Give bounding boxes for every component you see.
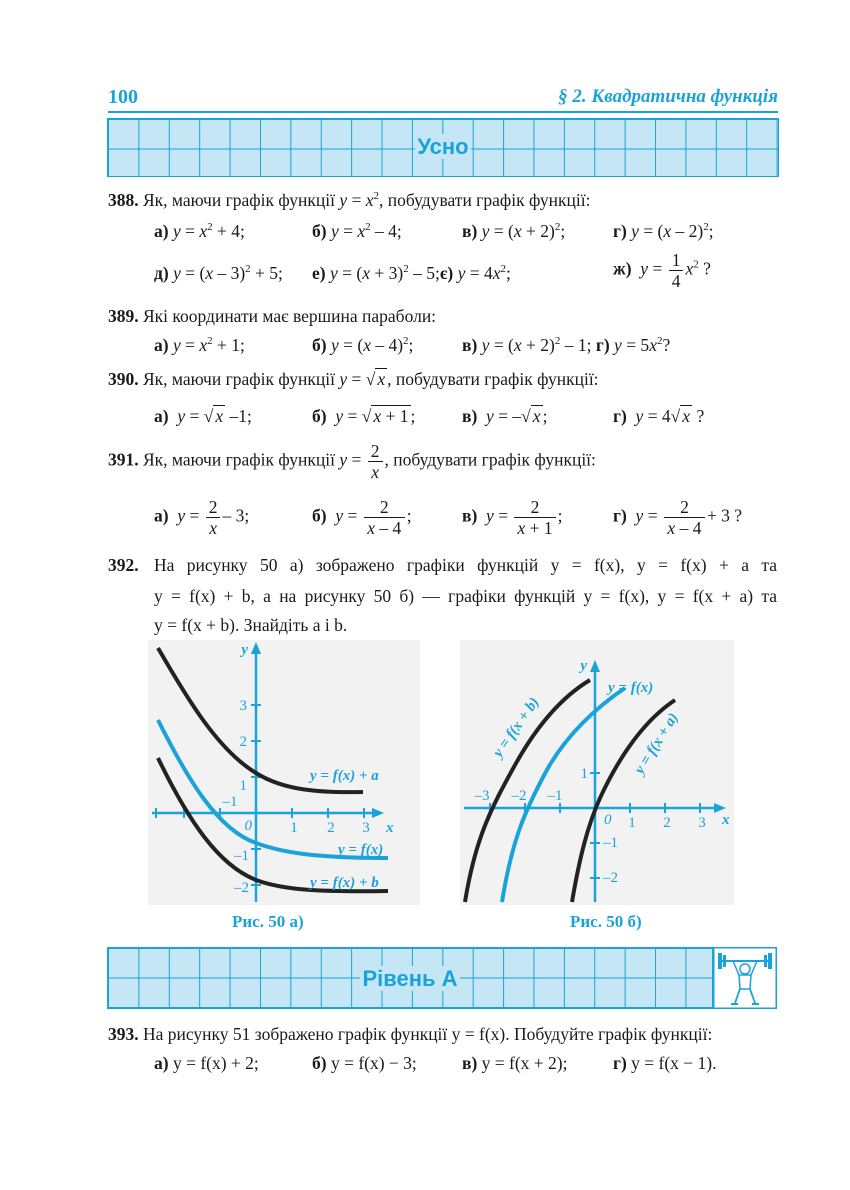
problem-390: 390. Як, маючи графік функції y = √ x , побудувати графік функції:	[108, 369, 599, 389]
problem-text: Як, маючи графік функції	[143, 449, 340, 470]
item-label: в)	[462, 221, 478, 241]
item-label: а)	[154, 505, 169, 526]
tick-y-label: –1	[603, 835, 618, 851]
x-axis-label: x	[722, 812, 730, 828]
problem-392-line2: y = f(x) + b, а на рисунку 50 б) — графіки функцій y = f(x), y = f(x + a) та	[154, 586, 777, 606]
item-label: д)	[154, 263, 169, 283]
problem-text: Як, маючи графік функції	[143, 369, 340, 389]
tick-y-label: –2	[603, 870, 618, 886]
problem-text: , побудувати графік функції:	[384, 449, 596, 470]
problem-number: 391.	[108, 449, 139, 470]
item-label: а)	[154, 221, 169, 241]
problem-388: 388. Як, маючи графік функції $y = x^2$, побудувати графік функції:	[108, 190, 591, 210]
tick-x-label: –2	[511, 788, 527, 804]
problem-391: 391. Як, маючи графік функції y = $\frac{2}{x}$ , побудувати графік функції:	[108, 441, 596, 482]
tick-x-label: 2	[663, 815, 671, 831]
weightlifter-icon	[713, 947, 777, 1009]
tick-y-label: –2	[234, 880, 249, 896]
item-label: г)	[595, 335, 610, 355]
label-fx-plus-a: y = f(x) + a	[310, 768, 379, 784]
item-label: в)	[462, 505, 478, 526]
origin-label: 0	[244, 818, 252, 834]
problem-number: 392.	[108, 555, 139, 575]
item-label: б)	[312, 505, 327, 526]
tick-y-label: 1	[239, 778, 247, 794]
level-a-band-title: Рівень А	[362, 966, 458, 991]
item-expr: y = f(x − 1).	[631, 1053, 717, 1073]
item-label: е)	[312, 263, 326, 283]
figure-50b	[460, 640, 734, 905]
item-expr: y = f(x) − 3;	[330, 1053, 417, 1073]
item-expr: y = f(x + 2);	[481, 1053, 568, 1073]
item-label: в)	[462, 335, 478, 355]
tick-x-label: 2	[327, 820, 335, 836]
problem-389	[108, 305, 436, 327]
caption-50b: Рис. 50 б)	[570, 912, 642, 931]
tick-y-label: 3	[239, 698, 247, 714]
x-axis-label: x	[386, 820, 394, 836]
section-title: § 2. Квадратична функція	[558, 86, 778, 107]
item-label: а)	[154, 406, 169, 426]
item-label: б)	[312, 221, 327, 241]
oral-band-title: Усно	[417, 134, 469, 159]
problem-number: 393.	[108, 1024, 139, 1044]
item-label: б)	[312, 335, 327, 355]
item-label: а)	[154, 335, 169, 355]
problem-text: , побудувати графік функції:	[387, 369, 599, 389]
y-axis-label: y	[580, 658, 587, 674]
label-fx-plus-a: y = f(x + a)	[631, 710, 682, 778]
figure-background	[148, 640, 420, 905]
item-label: а)	[154, 1053, 169, 1073]
item-label: ж)	[613, 258, 632, 279]
item-label: г)	[613, 406, 627, 426]
level-a-band	[107, 947, 713, 1009]
problem-number: 390.	[108, 369, 139, 389]
problem-392	[108, 554, 139, 576]
item-label: є)	[439, 263, 454, 283]
tick-x-label: 3	[362, 820, 370, 836]
y-axis-label: y	[241, 642, 248, 658]
header-rule	[108, 111, 778, 113]
item-label: б)	[312, 406, 327, 426]
caption-50a: Рис. 50 а)	[232, 912, 304, 931]
item-label: в)	[462, 1053, 478, 1073]
label-fx: y = f(x)	[338, 842, 384, 858]
tick-x-label: 3	[698, 815, 706, 831]
item-label: г)	[613, 1053, 627, 1073]
tick-y-label: –1	[234, 848, 249, 864]
problem-text: Які координати має вершина параболи:	[143, 306, 437, 326]
label-fx-plus-b: y = f(x + b)	[490, 694, 543, 761]
origin-label: 0	[604, 812, 612, 828]
tick-y-label: 2	[239, 734, 247, 750]
label-fx: y = f(x)	[608, 680, 654, 696]
tick-x-label: 1	[290, 820, 298, 836]
problem-text: На рисунку 51 зображено графік функції y = f(x). Побудуйте графік функції:	[143, 1024, 713, 1044]
item-label: г)	[613, 505, 627, 526]
problem-392-line3: y = f(x + b). Знайдіть a і b.	[154, 615, 348, 635]
tick-x-label: 1	[628, 815, 636, 831]
figure-50a	[148, 640, 420, 905]
tick-y-label: 1	[580, 766, 588, 782]
tick-x-label: –3	[474, 788, 490, 804]
problem-393	[108, 1023, 712, 1045]
item-label: г)	[613, 221, 627, 241]
problem-number: 389.	[108, 306, 139, 326]
page-number: 100	[108, 86, 138, 108]
item-expr: y = f(x) + 2;	[172, 1053, 259, 1073]
problem-number: 388.	[108, 190, 139, 210]
item-label: б)	[312, 1053, 327, 1073]
item-label: в)	[462, 406, 478, 426]
problem-text: , побудувати графік функції:	[379, 190, 591, 210]
oral-band	[107, 118, 779, 177]
label-fx-plus-b: y = f(x) + b	[310, 875, 379, 891]
tick-x-label: –1	[222, 794, 238, 810]
problem-392-line1: На рисунку 50 а) зображено графіки функцій y = f(x), y = f(x) + a та	[154, 555, 777, 575]
tick-x-label: –1	[547, 788, 563, 804]
problem-text: Як, маючи графік функції	[143, 190, 340, 210]
